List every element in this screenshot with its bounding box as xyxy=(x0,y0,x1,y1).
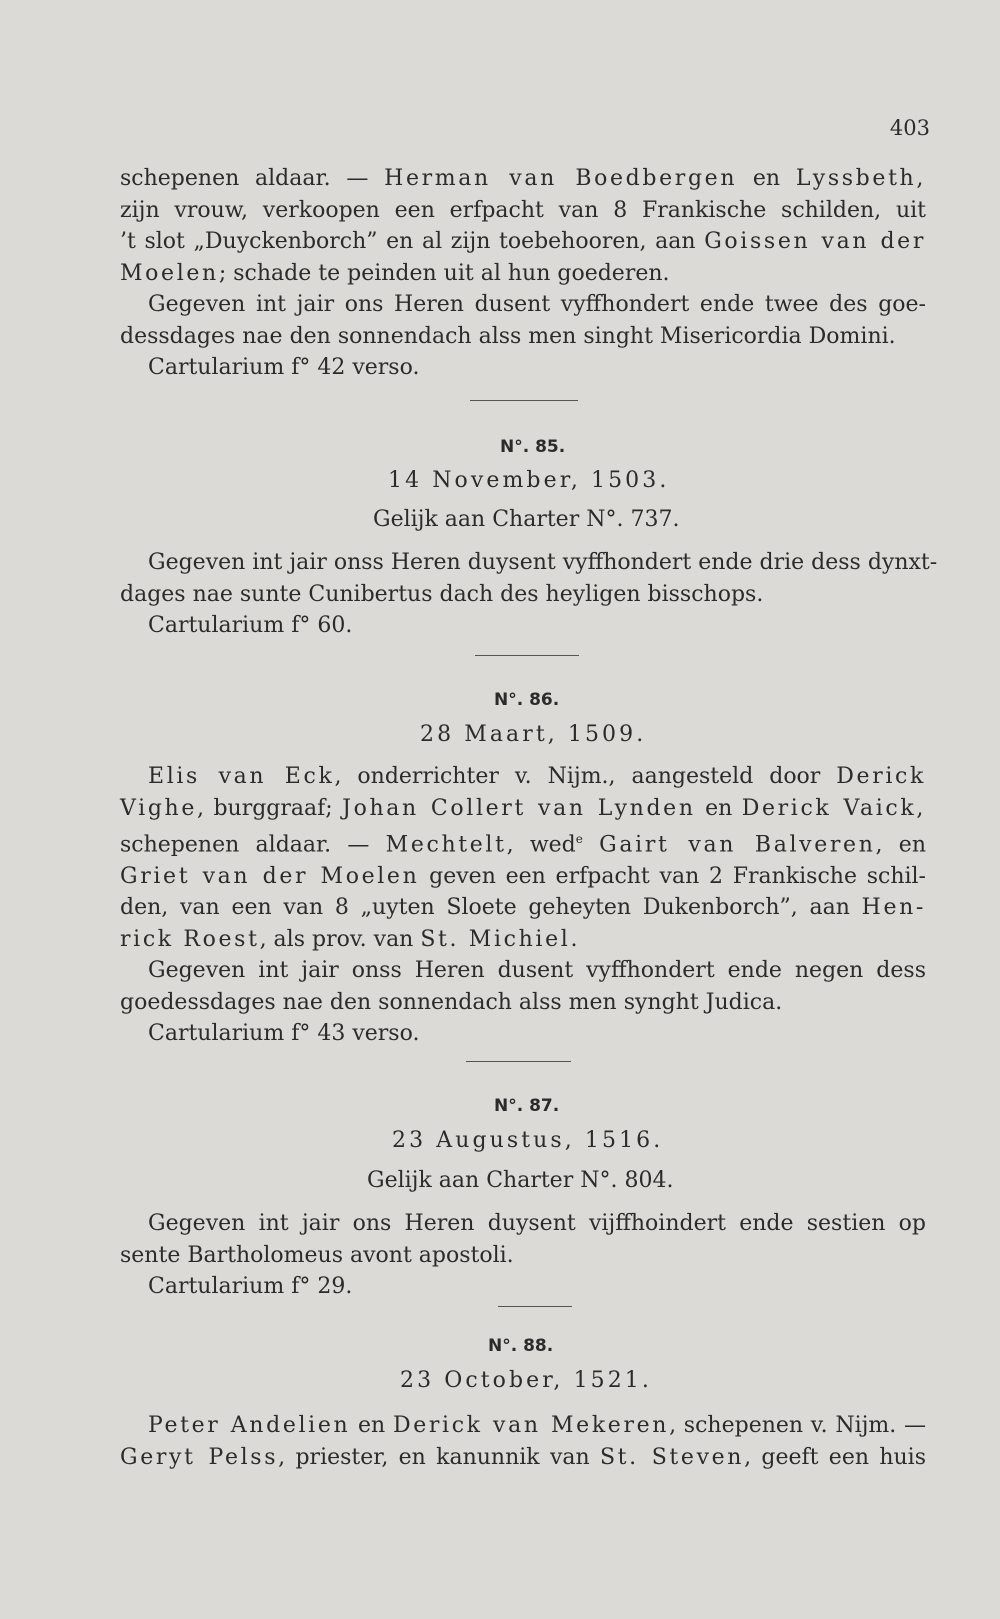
text-line: Gegeven int jair onss Heren duysent vyffhondert ende drie dess dynxt- xyxy=(148,550,938,575)
intro-entry xyxy=(120,163,926,384)
text-line: ’t slot „Duyckenborch” en al zijn toebehooren, aan Goissen van der xyxy=(120,229,926,254)
entry-88-text xyxy=(120,1410,926,1473)
text-line: Griet van der Moelen geven een erfpacht van 2 Frankische schil- xyxy=(120,863,926,889)
entry-number: N°. 86. xyxy=(494,690,560,710)
separator-rule xyxy=(475,655,579,656)
person-name: Derick van Mekeren xyxy=(392,1413,670,1438)
text-line: schepenen aldaar. — Mechtelt, wed$^e$ Gairt van Balveren, en xyxy=(120,832,926,858)
charter-reference: Gelijk aan Charter N°. 737. xyxy=(373,507,680,532)
person-name: Elis van Eck xyxy=(148,764,335,789)
entry-number: N°. 85. xyxy=(500,437,566,457)
person-name: Lyssbeth, xyxy=(795,166,926,191)
separator-rule xyxy=(466,1061,571,1062)
text-line: rick Roest, als prov. van St. Michiel. xyxy=(120,926,578,952)
source-line: Cartularium f° 29. xyxy=(148,1274,353,1299)
text-line: Geryt Pelss, priester, en kanunnik van St. Steven, geeft een huis xyxy=(120,1444,926,1470)
person-name: Derick Vaick, xyxy=(741,795,926,821)
text-line: dages nae sunte Cunibertus dach des heyligen bisschops. xyxy=(120,581,764,607)
text-line: Moelen; schade te peinden uit al hun goederen. xyxy=(120,260,670,286)
text-line: Gegeven int jair onss Heren dusent vyffhondert ende negen dess xyxy=(148,958,926,984)
entry-85-text xyxy=(120,547,938,642)
person-name: Peter Andelien xyxy=(148,1413,351,1438)
person-name: Mechtelt xyxy=(385,832,507,858)
entry-date: 14 November, 1503. xyxy=(388,468,670,493)
person-name: Herman van Boedbergen xyxy=(384,166,738,191)
entry-number: N°. 87. xyxy=(494,1096,560,1116)
entry-87-text xyxy=(120,1208,926,1303)
entry-date: 28 Maart, 1509. xyxy=(420,722,647,747)
entry-86-text xyxy=(120,761,926,1050)
text-line: goedessdages nae den sonnendach alss men synght Judica. xyxy=(120,989,783,1015)
text-line: dessdages nae den sonnendach alss men singht Misericordia Domini. xyxy=(120,323,896,349)
text-line: Gegeven int jair ons Heren dusent vyffhondert ende twee des goe- xyxy=(148,292,926,317)
person-name: Johan Collert van Lynden xyxy=(342,795,696,821)
text-line: sente Bartholomeus avont apostoli. xyxy=(120,1242,514,1268)
place-name: St. Michiel xyxy=(420,926,571,952)
place-name: St. Steven xyxy=(599,1444,745,1470)
entry-date: 23 Augustus, 1516. xyxy=(392,1128,664,1153)
separator-rule xyxy=(498,1306,572,1307)
person-name: Goissen van der xyxy=(704,229,926,254)
person-name: Griet van der Moelen xyxy=(120,863,420,889)
text-line: Gegeven int jair ons Heren duysent vijffhoindert ende sestien op xyxy=(148,1211,926,1236)
entry-number: N°. 88. xyxy=(488,1336,554,1356)
person-name: Gairt van Balveren xyxy=(599,832,876,858)
person-name: Moelen xyxy=(120,260,219,286)
person-name: rick Roest xyxy=(120,926,260,952)
text-line: Vighe, burggraaf; Johan Collert van Lynden en Derick Vaick, xyxy=(120,795,926,821)
charter-reference: Gelijk aan Charter N°. 804. xyxy=(367,1168,674,1193)
source-line: Cartularium f° 42 verso. xyxy=(148,355,420,380)
text-line: den, van een van 8 „uyten Sloete geheyten Dukenborch”, aan Hen- xyxy=(120,895,926,921)
person-name: Vighe xyxy=(120,795,198,821)
separator-rule xyxy=(470,400,578,401)
text-line: zijn vrouw, verkoopen een erfpacht van 8 Frankische schilden, uit xyxy=(120,197,926,223)
person-name: Derick xyxy=(836,764,926,789)
text-line: Elis van Eck, onderrichter v. Nijm., aangesteld door Derick xyxy=(148,764,926,789)
entry-date: 23 October, 1521. xyxy=(400,1368,652,1393)
person-name: Hen- xyxy=(861,895,926,921)
person-name: Geryt Pelss xyxy=(120,1444,279,1470)
source-line: Cartularium f° 43 verso. xyxy=(148,1021,420,1047)
text-line: schepenen aldaar. — Herman van Boedbergen en Lyssbeth, xyxy=(120,166,926,191)
page-number: 403 xyxy=(889,116,930,140)
source-line: Cartularium f° 60. xyxy=(148,613,353,638)
text-line: Peter Andelien en Derick van Mekeren, schepenen v. Nijm. — xyxy=(148,1413,926,1438)
